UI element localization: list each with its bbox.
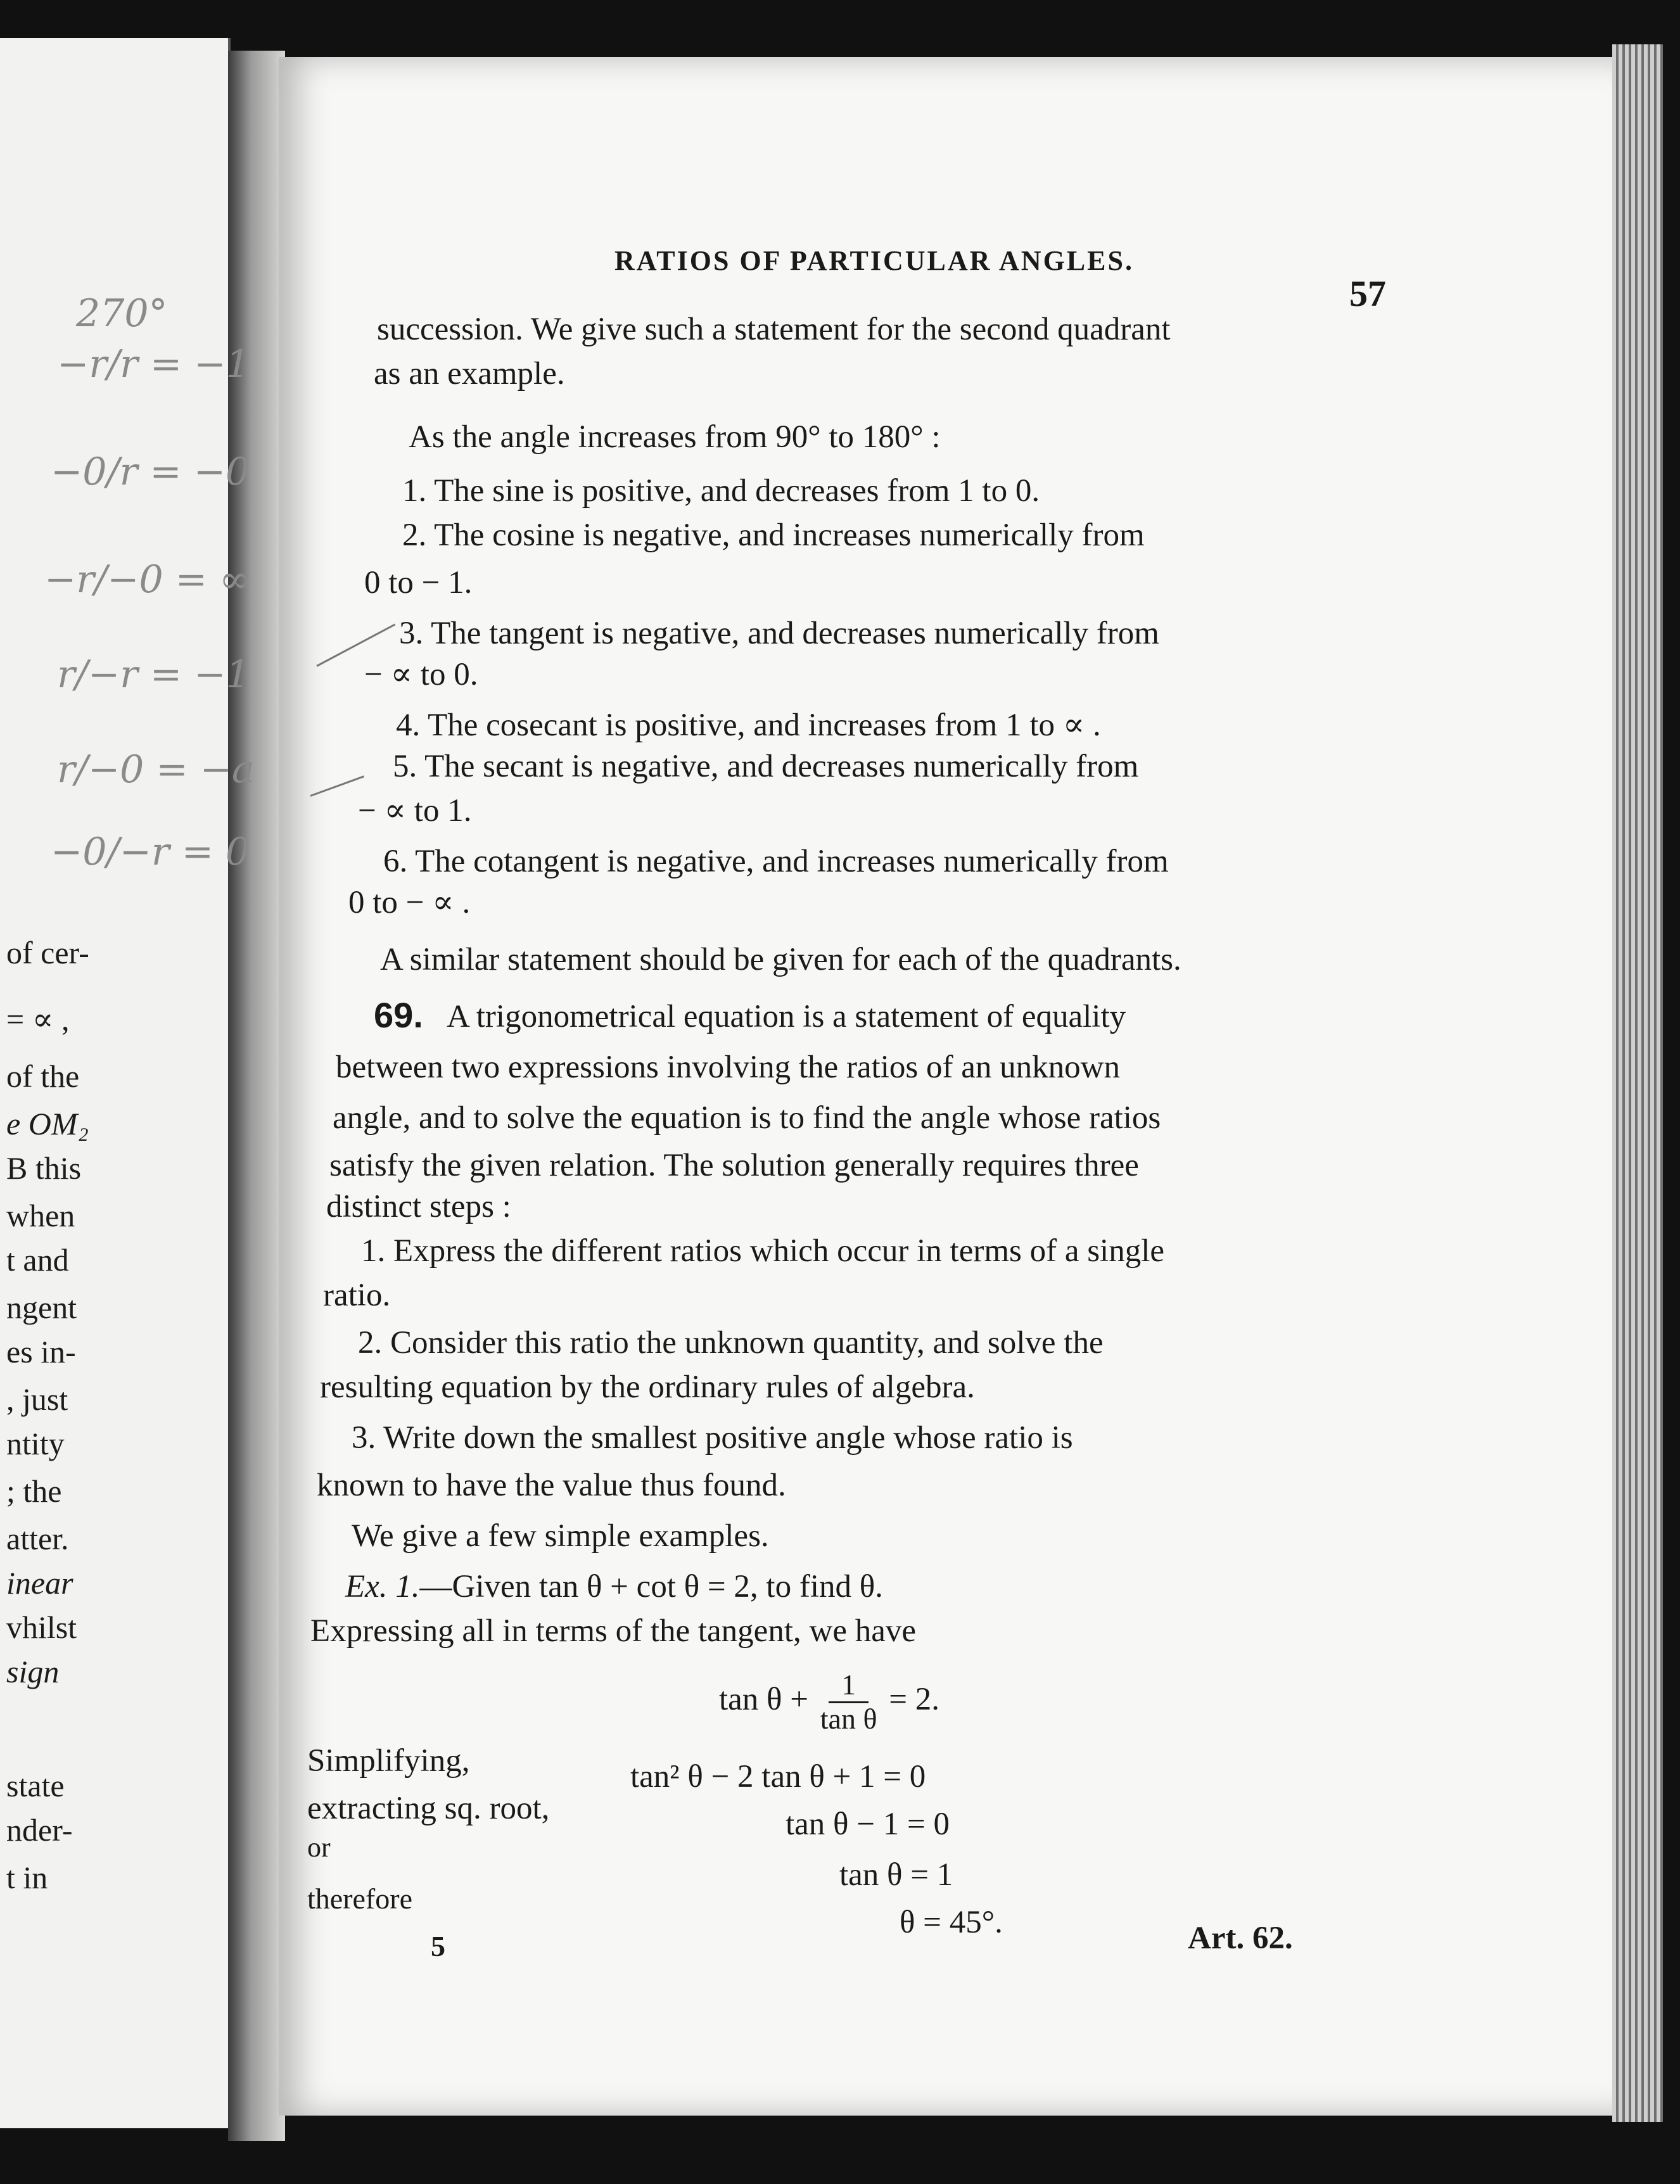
left-page-line: of cer-: [6, 935, 89, 970]
left-page-line: atter.: [6, 1521, 69, 1556]
eq-step: tan θ − 1 = 0: [786, 1806, 950, 1842]
eq-step: θ = 45°.: [900, 1905, 1003, 1940]
left-page-line: when: [6, 1198, 75, 1233]
eq-step: tan θ = 1: [839, 1857, 953, 1893]
body-line: between two expressions involving the ratios of an unknown: [336, 1050, 1120, 1085]
body-line: A trigonometrical equation is a statement of equality: [447, 999, 1126, 1034]
margin-note: r/−r = −1: [57, 652, 250, 697]
step-item: 3. Write down the smallest positive angle whose ratio is: [352, 1420, 1073, 1456]
list-item: 5. The secant is negative, and decreases numerically from: [393, 749, 1139, 784]
body-line: satisfy the given relation. The solution generally requires three: [329, 1148, 1139, 1183]
eq-left: tan θ +: [719, 1681, 808, 1717]
left-page-line: state: [6, 1768, 65, 1803]
page-edges: [1612, 44, 1663, 2122]
example-label: Ex. 1.: [345, 1569, 420, 1604]
step-item: 1. Express the different ratios which occur in terms of a single: [361, 1233, 1165, 1269]
margin-note: −0/−r = 0: [51, 830, 250, 874]
equation-1: [719, 1669, 939, 1735]
eq-step-label: Simplifying,: [307, 1743, 470, 1779]
list-item-continuation: 0 to − ∝ .: [348, 885, 471, 920]
margin-note: 270°: [76, 291, 168, 336]
left-page-line: t in: [6, 1860, 48, 1895]
left-page-line: , just: [6, 1381, 68, 1417]
left-page-line: nder-: [6, 1812, 73, 1848]
step-item-continuation: resulting equation by the ordinary rules of algebra.: [320, 1369, 975, 1405]
body-line: succession. We give such a statement for the second quadrant: [377, 312, 1171, 347]
list-item: 2. The cosine is negative, and increases numerically from: [402, 517, 1145, 553]
list-item-continuation: 0 to − 1.: [364, 565, 473, 600]
left-page-line: of the: [6, 1058, 80, 1094]
left-page-line: inear: [6, 1565, 73, 1601]
body-line: angle, and to solve the equation is to find the angle whose ratios: [333, 1100, 1161, 1136]
body-line: distinct steps :: [326, 1189, 511, 1224]
margin-note: −r/r = −1: [57, 342, 250, 386]
left-page-line: sign: [6, 1654, 60, 1689]
margin-note: −r/−0 = ∞: [44, 557, 251, 602]
eq-step-label: therefore: [307, 1882, 412, 1915]
list-item-continuation: − ∝ to 1.: [358, 793, 472, 829]
page-number: 57: [1349, 273, 1386, 314]
eq-step-label: or: [307, 1832, 331, 1863]
list-item: 3. The tangent is negative, and decreases numerically from: [399, 616, 1159, 651]
list-item: 6. The cotangent is negative, and increases numerically from: [383, 844, 1169, 879]
body-line: A similar statement should be given for each of the quadrants.: [380, 942, 1181, 977]
left-page-line: B this: [6, 1150, 82, 1186]
step-item-continuation: ratio.: [323, 1278, 391, 1313]
step-item-continuation: known to have the value thus found.: [317, 1468, 786, 1503]
angle-line: As the angle increases from 90° to 180° :: [409, 419, 941, 455]
fraction-denominator: tan θ: [820, 1702, 877, 1735]
left-page-line: t and: [6, 1242, 69, 1278]
body-line: We give a few simple examples.: [352, 1518, 769, 1554]
eq-step-label: extracting sq. root,: [307, 1791, 550, 1826]
left-page-line: = ∝ ,: [6, 1001, 70, 1037]
left-page-line: ntity: [6, 1426, 65, 1461]
list-item: 4. The cosecant is positive, and increases from 1 to ∝ .: [396, 708, 1101, 743]
margin-note: r/−0 = −a: [57, 747, 255, 792]
left-page-line: ngent: [6, 1290, 77, 1325]
margin-note: −0/r = −0: [51, 450, 250, 494]
fraction: [820, 1669, 877, 1735]
article-number: 69.: [374, 995, 423, 1035]
example-line: [345, 1571, 883, 1603]
fraction-numerator: 1: [829, 1669, 869, 1703]
body-line: as an example.: [374, 356, 565, 391]
step-item: 2. Consider this ratio the unknown quantity, and solve the: [358, 1325, 1104, 1361]
eq-right: = 2.: [889, 1681, 939, 1717]
running-title: RATIOS OF PARTICULAR ANGLES.: [614, 245, 1134, 276]
left-page-line: es in-: [6, 1334, 76, 1369]
left-page-line: e OM₂: [6, 1106, 89, 1141]
article-reference: Art. 62.: [1188, 1921, 1293, 1956]
eq-step: tan² θ − 2 tan θ + 1 = 0: [630, 1759, 926, 1794]
list-item-continuation: − ∝ to 0.: [364, 657, 478, 692]
signature-mark: 5: [431, 1930, 445, 1962]
left-page-line: vhilst: [6, 1609, 77, 1645]
example-text: —Given tan θ + cot θ = 2, to find θ.: [419, 1569, 883, 1604]
body-line: Expressing all in terms of the tangent, we have: [310, 1613, 916, 1649]
left-page-line: ; the: [6, 1473, 62, 1509]
list-item: 1. The sine is positive, and decreases from 1 to 0.: [402, 473, 1040, 509]
